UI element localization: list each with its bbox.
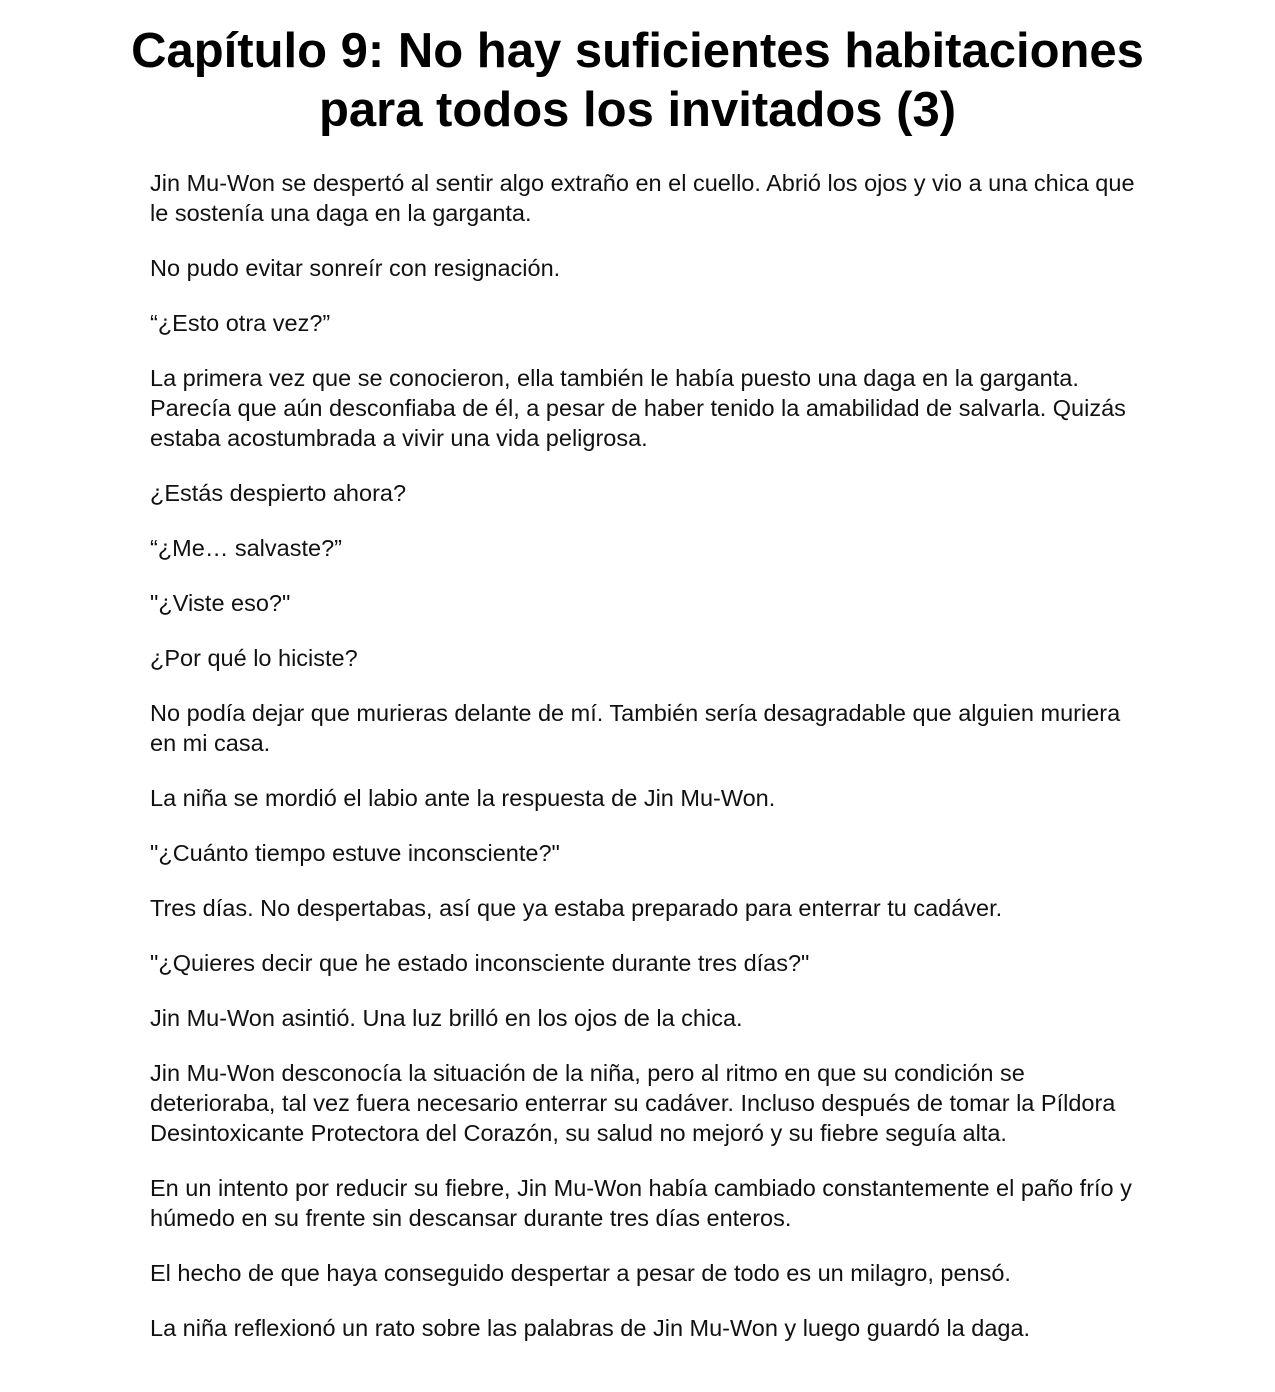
paragraph: La niña se mordió el labio ante la respuesta de Jin Mu-Won. [150,785,776,811]
paragraph: Jin Mu-Won asintió. Una luz brilló en los ojos de la chica. [150,1005,743,1031]
paragraph: No pudo evitar sonreír con resignación. [150,255,561,281]
paragraph: ¿Estás despierto ahora? [150,480,407,506]
paragraph: “¿Me… salvaste?” [150,535,342,561]
paragraph: ¿Por qué lo hiciste? [150,645,358,671]
paragraph: Tres días. No despertabas, así que ya estaba preparado para enterrar tu cadáver. [150,895,1003,921]
paragraph: Jin Mu-Won se despertó al sentir algo extraño en el cuello. Abrió los ojos y vio a una chica que le sostenía una daga en la garganta. [150,170,1135,226]
paragraph: La niña reflexionó un rato sobre las palabras de Jin Mu-Won y luego guardó la daga. [150,1315,1031,1341]
paragraph: La primera vez que se conocieron, ella también le había puesto una daga en la garganta. Parecía que aún desconfiaba de él, a pesar de haber tenido la amabilidad de salvarla. Quizás estaba acostumbrada a vivir una vida peligrosa. [150,365,1126,451]
paragraph: El hecho de que haya conseguido despertar a pesar de todo es un milagro, pensó. [150,1260,1011,1286]
chapter-body [150,168,1135,1368]
chapter-title: Capítulo 9: No hay suficientes habitaciones para todos los invitados (3) [131,24,1144,137]
paragraph: "¿Cuánto tiempo estuve inconsciente?" [150,840,560,866]
paragraph: "¿Quieres decir que he estado inconsciente durante tres días?" [150,950,810,976]
paragraph: No podía dejar que murieras delante de mí. También sería desagradable que alguien muriera en mi casa. [150,700,1121,756]
paragraph: En un intento por reducir su fiebre, Jin Mu-Won había cambiado constantemente el paño frío y húmedo en su frente sin descansar durante tres días enteros. [150,1175,1132,1231]
paragraph: "¿Viste eso?" [150,590,291,616]
paragraph: “¿Esto otra vez?” [150,310,331,336]
paragraph: Jin Mu-Won desconocía la situación de la niña, pero al ritmo en que su condición se deterioraba, tal vez fuera necesario enterrar su cadáver. Incluso después de tomar la Píldora Desintoxicante Protectora del Corazón, su salud no mejoró y su fiebre seguía alta. [150,1060,1116,1146]
